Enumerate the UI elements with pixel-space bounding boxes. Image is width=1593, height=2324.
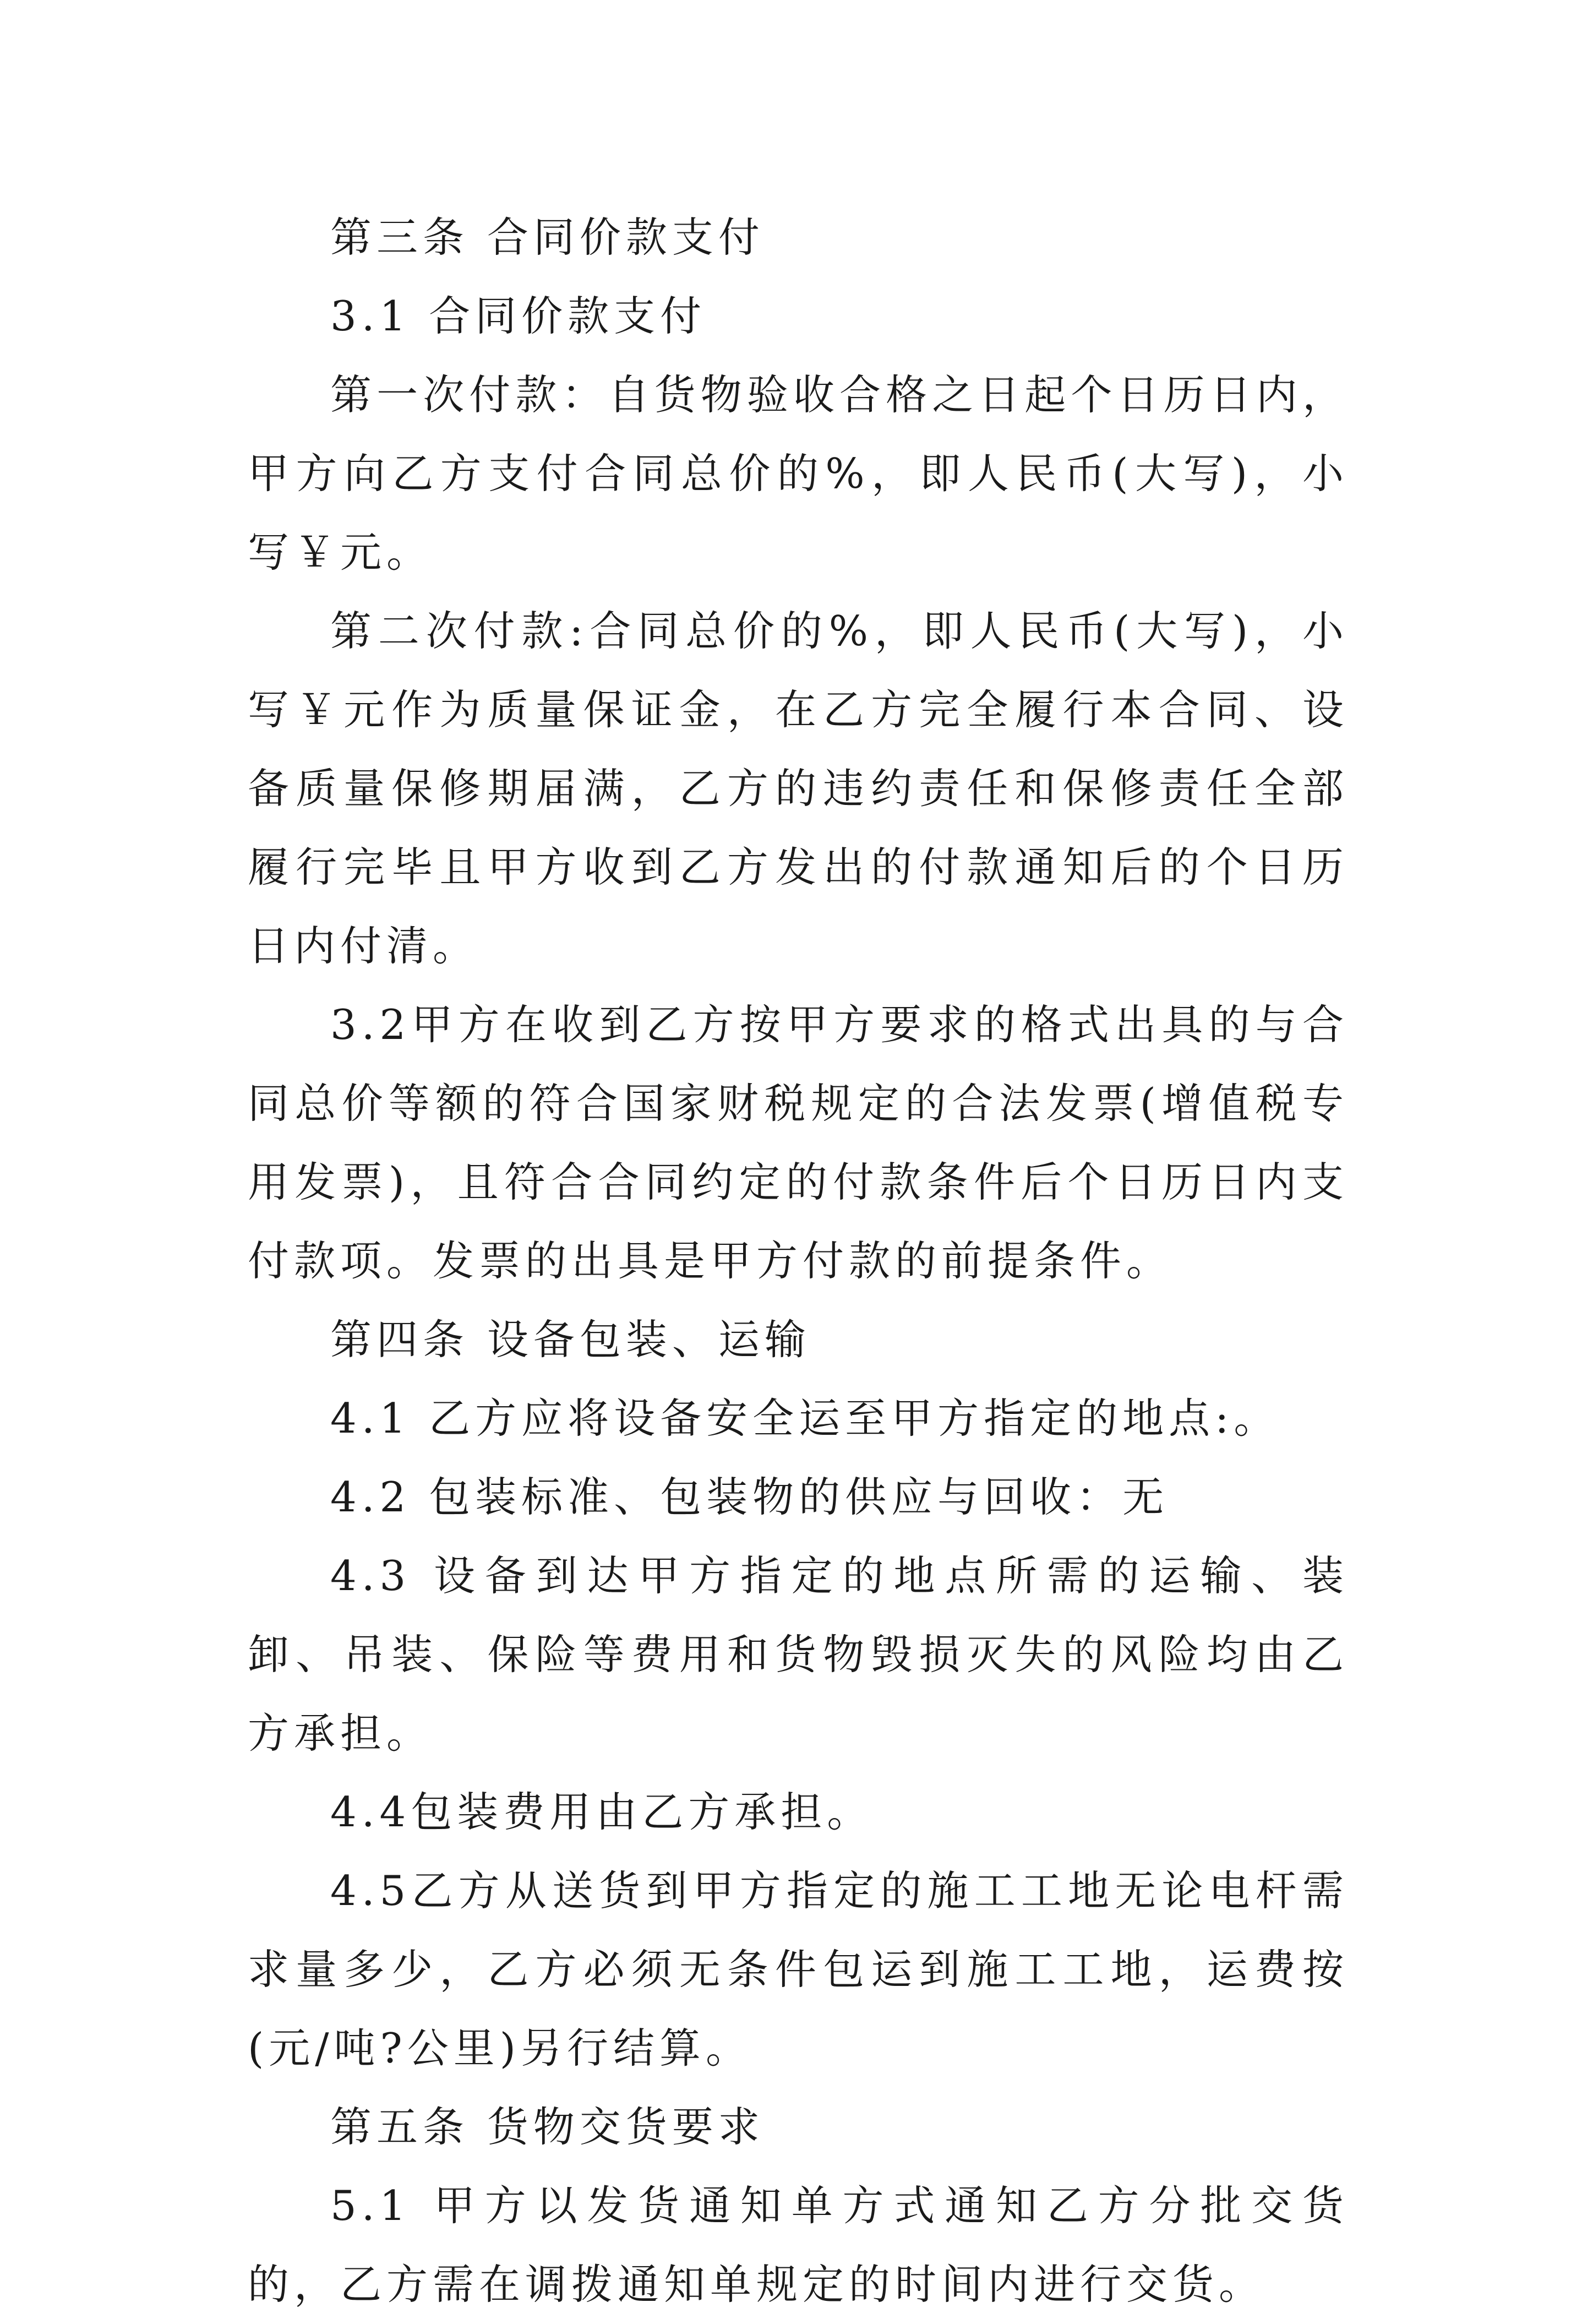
section-5-1-paragraph: 5.1 甲方以发货通知单方式通知乙方分批交货的，乙方需在调拨通知单规定的时间内进行交货。 [248,2181,1349,2309]
article-3-heading: 第三条 合同价款支付 [330,213,765,262]
section-4-1-paragraph: 4.1 乙方应将设备安全运至甲方指定的地点:。 [330,1394,1280,1443]
first-payment-paragraph: 第一次付款：自货物验收合格之日起个日历日内，甲方向乙方支付合同总价的%，即人民币(大写)，小写￥元。 [248,371,1349,576]
section-4-2-paragraph: 4.2 包装标准、包装物的供应与回收：无 [330,1473,1169,1521]
article-4-heading: 第四条 设备包装、运输 [330,1315,811,1364]
section-3-2-paragraph: 3.2甲方在收到乙方按甲方要求的格式出具的与合同总价等额的符合国家财税规定的合法发票(增值税专用发票)，且符合合同约定的付款条件后个日历日内支付款项。发票的出具是甲方付款的前提条件。 [248,1000,1349,1285]
section-4-4-paragraph: 4.4包装费用由乙方承担。 [330,1788,874,1836]
section-3-1-heading: 3.1 合同价款支付 [330,292,707,340]
document-body [248,198,1349,2324]
second-payment-paragraph: 第二次付款:合同总价的%，即人民币(大写)，小写￥元作为质量保证金，在乙方完全履行本合同、设备质量保修期届满，乙方的违约责任和保修责任全部履行完毕且甲方收到乙方发出的付款通知后的个日历日内付清。 [248,607,1349,970]
article-5-heading: 第五条 货物交货要求 [330,2103,765,2151]
section-4-3-paragraph: 4.3 设备到达甲方指定的地点所需的运输、装卸、吊装、保险等费用和货物毁损灭失的风险均由乙方承担。 [248,1552,1349,1757]
section-4-5-paragraph: 4.5乙方从送货到甲方指定的施工工地无论电杆需求量多少，乙方必须无条件包运到施工工地，运费按(元/吨?公里)另行结算。 [248,1866,1349,2072]
